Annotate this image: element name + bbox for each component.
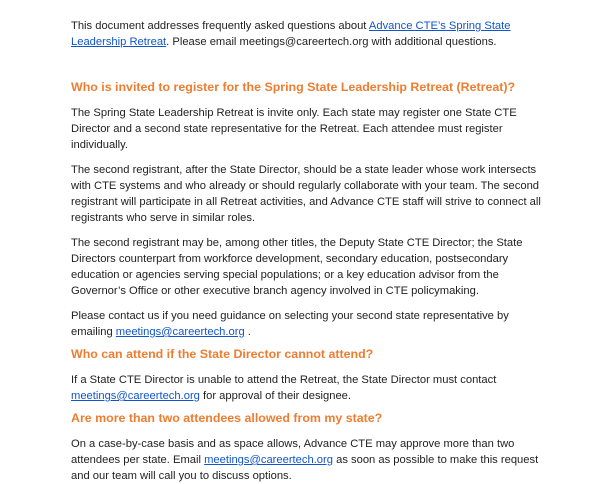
section2-heading: Who can attend if the State Director cannot attend?: [71, 347, 374, 361]
section3-paragraph-1: [71, 436, 550, 484]
section3-p1-before: On a case-by-case basis and as space allows, Advance CTE may approve more than two attendees per state. Email: [71, 438, 515, 466]
section3-heading: Are more than two attendees allowed from my state?: [71, 411, 383, 425]
retreat-link[interactable]: Advance CTE’s Spring State Leadership Retreat: [71, 20, 511, 48]
section2-p1-after: for approval of their designee.: [199, 390, 352, 402]
intro-text-before: This document addresses frequently asked questions about: [71, 20, 369, 32]
section3-p1-after: as soon as possible to make this request and our team will call you to discuss options.: [71, 454, 539, 482]
email-link-3[interactable]: meetings@careertech.org: [204, 454, 333, 466]
section1-p4-after: .: [244, 326, 251, 338]
section1-heading: Who is invited to register for the Spring State Leadership Retreat (Retreat)?: [71, 80, 516, 94]
section1-paragraph-4: [71, 308, 550, 340]
section1-p4-before: Please contact us if you need guidance on selecting your second state representative by emailing: [71, 310, 509, 338]
intro-paragraph: [71, 18, 550, 50]
section1-paragraph-1: The Spring State Leadership Retreat is invite only. Each state may register one State CTE Director and a second state representative for the Retreat. Each attendee must register individually.: [71, 107, 517, 151]
section2-p1-before: If a State CTE Director is unable to attend the Retreat, the State Director must contact: [71, 374, 497, 386]
email-link-1[interactable]: meetings@careertech.org: [115, 326, 245, 338]
email-link-2[interactable]: meetings@careertech.org: [71, 390, 200, 402]
section1-paragraph-3: The second registrant may be, among other titles, the Deputy State CTE Director; the State Directors counterpart from workforce development, secondary education, postsecondary education or agencies serving special populations; or a key education advisor from the Governor’s Office or other executive branch agency involved in CTE policymaking.: [71, 237, 523, 297]
section2-paragraph-1: [71, 372, 550, 404]
intro-text-after: . Please email meetings@careertech.org with additional questions.: [166, 36, 497, 48]
section1-paragraph-2: The second registrant, after the State Director, should be a state leader whose work intersects with CTE systems and who already or should regularly collaborate with your team. The second registrant will participate in all Retreat activities, and Advance CTE staff will strive to connect all registrants who serve in similar roles.: [71, 164, 541, 224]
